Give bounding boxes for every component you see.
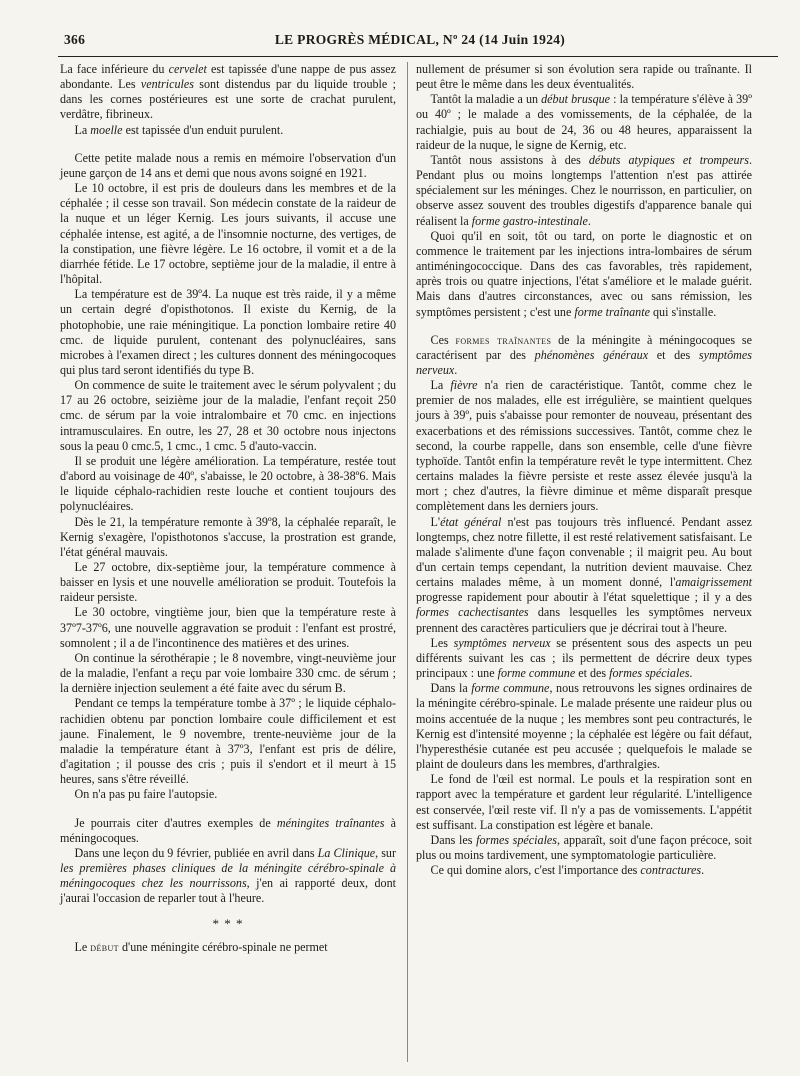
paragraph: Tantôt nous assistons à des débuts atypiques et trompeurs. Pendant plus ou moins longtemps l'attention n'est pas attirée spécialement sur les méninges. Chez le nourrisson, en particulier, on observe assez souvent des troubles digestifs d'apparence banale qui réalisent la forme gastro-intestinale.: [416, 152, 753, 228]
paragraph: Le 10 octobre, il est pris de douleurs dans les membres et de la céphalée ; il cesse son travail. Son médecin constate de la raideur de la nuque et un léger Kernig. Les jours suivants, il accuse une céphalée intense, est agité, a de l'insomnie nocturne, des vertiges, de la constipation, une fièvre légère. Le 16 octobre, il vomit et a de la diarrhée fétide. Le 17 octobre, septième jour de la maladie, il entre à l'hôpital.: [60, 181, 396, 287]
paragraph: La température est de 39º4. La nuque est très raide, il y a même un certain degré d'opisthotonos. Il existe du Kernig, de la photophobie, une raie méningitique. La ponction lombaire retire 40 cmc. de liquide purulent, contenant des polynucléaires, sans microbes à l'examen direct ; les cultures donnent des méningocoques qui plus tard seront identifiés du type B.: [60, 287, 396, 377]
left-column: [60, 62, 396, 955]
paragraph: La fièvre n'a rien de caractéristique. Tantôt, comme chez le premier de nos malades, elle est irrégulière, se maintient quelques jours à 39º, puis s'abaisse pour remonter de nouveau, présentant des exacerbations et des rémissions successives. Tantôt, comme chez le second, la courbe rappelle, dans son ensemble, celle d'une fièvre typhoïde. Tantôt enfin la température revêt le type intermittent. Chez certains malades la fièvre persiste et reste assez élevée jusqu'à la mort ; chez d'autres, la fièvre diminue et même disparaît presque complètement dans les derniers jours.: [416, 378, 752, 514]
right-column: [416, 62, 752, 878]
paragraph: Quoi qu'il en soit, tôt ou tard, on porte le diagnostic et on commence le traitement par les injections intra-lombaires de sérum antiméningococcique. Dans des cas favorables, très rapidement, après trois ou quatre injections, l'état s'améliore et le malade guérit. Mais dans d'autres circonstances, avec ou sans rémission, les symptômes persistent ; c'est une forme traînante qui s'installe.: [416, 228, 752, 319]
paragraph: Pendant ce temps la température tombe à 37º ; le liquide céphalo-rachidien obtenu par ponction lombaire coule difficilement et est jaune. Finalement, le 9 novembre, trente-neuvième jour de la maladie la température étant à 37º3, l'enfant est pris de délire, d'agitation ; il pousse des cris ; puis il s'endort et il meurt à 15 heures, sans s'être réveillé.: [60, 696, 396, 787]
paragraph: Ce qui domine alors, c'est l'importance des contractures.: [430, 863, 705, 878]
header-rule: [58, 56, 778, 57]
paragraph: La face inférieure du cervelet est tapissée d'une nappe de pus assez abondante. Les ventricules sont distendus par du liquide trouble ; dans les cornes postérieures est une sorte de crachat purulent, verdâtre, fibrineux.: [60, 62, 396, 122]
section-separator: * * *: [212, 916, 244, 932]
paragraph: Le début d'une méningite cérébro-spinale ne permet: [74, 939, 328, 954]
paragraph: L'état général n'est pas toujours très influencé. Pendant assez longtemps, chez notre fillette, il est resté relativement satisfaisant. Le malade s'alimente d'une façon convenable ; il maigrit peu. Au bout d'un certain temps cependant, la nutrition devient mauvaise. Chez certains malades même, à un moment donné, l'amaigrissement progresse rapidement pour aboutir à l'état squelettique ; il y a des formes cachectisantes dans lesquelles les symptômes nerveux prennent des caractères particuliers que je décrirai tout à l'heure.: [416, 514, 752, 635]
paragraph: Dans la forme commune, nous retrouvons les signes ordinaires de la méningite cérébro-spinale. Le malade présente une raideur plus ou moins accentuée de la nuque ; les membres sont peu contracturés, le Kernig est d'intensité moyenne ; la céphalée est légère ou fait défaut, l'hyperesthésie cutanée est peu accusée ; quelquefois le malade se plaint de douleurs dans les membres, d'arthralgies.: [416, 681, 752, 772]
column-divider: [407, 62, 408, 1062]
paragraph: nullement de présumer si son évolution sera rapide ou traînante. Il peut être le même dans les deux éventualités.: [416, 62, 752, 92]
paragraph: Cette petite malade nous a remis en mémoire l'observation d'un jeune garçon de 14 ans et demi que nous avons soigné en 1921.: [60, 150, 396, 180]
paragraph: Le 27 octobre, dix-septième jour, la température commence à baisser en lysis et une nouvelle amélioration se produit. Toutefois la raideur persiste.: [60, 560, 396, 605]
paragraph: La moelle est tapissée d'un enduit purulent.: [74, 122, 284, 137]
paragraph: Dans une leçon du 9 février, publiée en avril dans La Clinique, sur les premières phases cliniques de la méningite cérébro-spinale à méningocoques chez les nourrissons, j'en ai rapporté deux, dont j'aurai l'occasion de reparler tout à l'heure.: [60, 845, 396, 906]
paragraph: Le 30 octobre, vingtième jour, bien que la température reste à 37º7-37º6, une nouvelle aggravation se produit : l'enfant est prostré, somnolent ; il a de l'incontinence des matières et des urines.: [60, 605, 396, 650]
journal-title: LE PROGRÈS MÉDICAL, Nº 24 (14 Juin 1924): [274, 32, 566, 47]
paragraph: On commence de suite le traitement avec le sérum polyvalent ; du 17 au 26 octobre, seizième jour de la maladie, l'enfant reçoit 250 cmc. de sérum par la voie intralombaire et 70 cmc. en injections intramusculaires. En outre, les 27, 28 et 30 octobre nous injectons sous la peau 0 cmc.5, 1 cmc., 1 cmc. 5 d'auto-vaccin.: [60, 378, 396, 453]
paragraph: Dès le 21, la température remonte à 39º8, la céphalée reparaît, le Kernig s'exagère, l'opisthotonos s'accuse, la prostration est grande, l'état général mauvais.: [60, 514, 396, 559]
page-number: 366: [64, 32, 86, 47]
paragraph: On n'a pas pu faire l'autopsie.: [74, 787, 218, 802]
paragraph: Tantôt la maladie a un début brusque : la température s'élève à 39º ou 40º ; le malade a des vomissements, de la céphalée, de la rachialgie, puis au bout de 24, 36 ou 48 heures, apparaissent la raideur de la nuque, le signe de Kernig, etc.: [416, 92, 752, 152]
paragraph: Les symptômes nerveux se présentent sous des aspects un peu différents suivant les cas ; ils permettent de décrire deux types principaux : une forme commune et des formes spéciales.: [416, 635, 752, 681]
paragraph: Dans les formes spéciales, apparaît, soit d'une façon précoce, soit plus ou moins tardivement, une symptomatologie particulière.: [416, 832, 752, 862]
page-header: [64, 32, 776, 50]
paragraph: Il se produit une légère amélioration. La température, restée tout d'abord au voisinage de 40º, s'abaisse, le 20 octobre, à 38-38º6. Mais le liquide céphalo-rachidien reste louche et contient toujours des polynucléaires.: [60, 453, 396, 514]
paragraph: Je pourrais citer d'autres exemples de méningites traînantes à méningocoques.: [60, 815, 396, 845]
paragraph: On continue la sérothérapie ; le 8 novembre, vingt-neuvième jour de la maladie, l'enfant a reçu par voie lombaire 330 cmc. de sérum ; la dernière injection seulement a été faite avec du sérum B.: [60, 650, 396, 696]
paragraph: Le fond de l'œil est normal. Le pouls et la respiration sont en rapport avec la température et gardent leur régularité. L'intelligence est conservée, l'œil reste vif. Il n'y a pas de vomissements. L'appétit est suffisant. La constipation est légère et banale.: [416, 772, 752, 832]
paragraph: Ces formes traînantes de la méningite à méningocoques se caractérisent par des phénomènes généraux et des symptômes nerveux.: [416, 332, 752, 377]
